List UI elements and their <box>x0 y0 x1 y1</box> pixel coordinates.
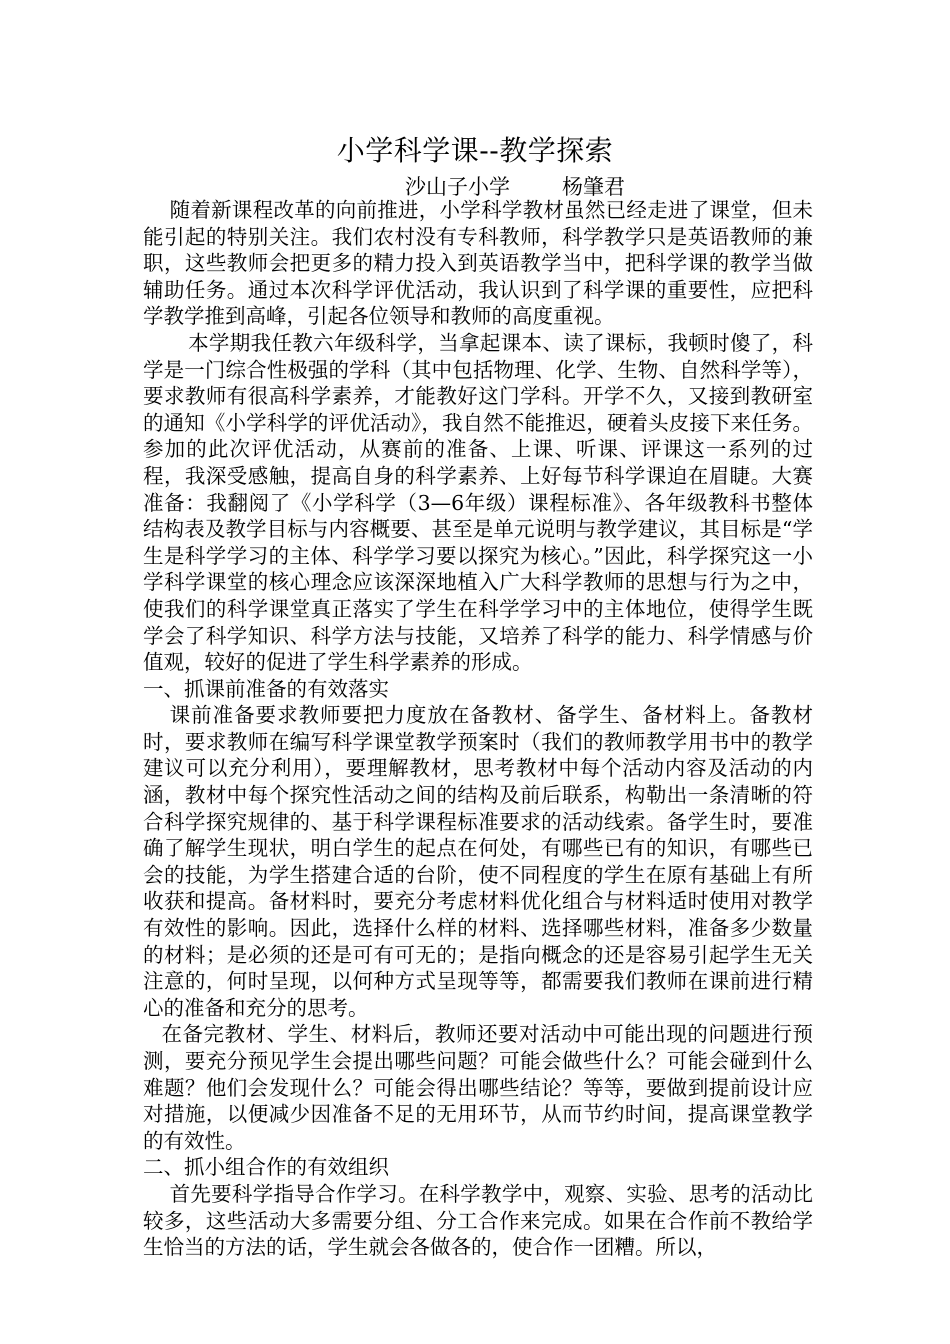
paragraph: 首先要科学指导合作学习。在科学教学中，观察、实验、思考的活动比较多，这些活动大多需要分组、分工合作来完成。如果在合作前不教给学生恰当的方法的话，学生就会各做各的，使合作一团糟。所以， <box>143 1181 813 1260</box>
school-name: 沙山子小学 <box>405 175 510 199</box>
section-heading-1: 一、抓课前准备的有效落实 <box>143 676 389 701</box>
document-title: 小学科学课--教学探索 <box>336 134 614 167</box>
document-body <box>143 197 813 1261</box>
paragraph: 随着新课程改革的向前推进，小学科学教材虽然已经走进了课堂，但未能引起的特别关注。我们农村没有专科教师，科学教学只是英语教师的兼职，这些教师会把更多的精力投入到英语教学当中，把科学课的教学当做辅助任务。通过本次科学评优活动，我认识到了科学课的重要性，应把科学教学推到高峰，引起各位领导和教师的高度重视。 <box>143 198 813 329</box>
paragraph: 本学期我任教六年级科学，当拿起课本、读了课标，我顿时傻了，科学是一门综合性极强的学科（其中包括物理、化学、生物、自然科学等），要求教师有很高科学素养，才能教好这门学科。开学不久，又接到教研室的通知《小学科学的评优活动》，我自然不能推迟，硬着头皮接下来任务。参加的此次评优活动，从赛前的准备、上课、听课、评课这一系列的过程，我深受感触，提高自身的科学素养、上好每节科学课迫在眉睫。大赛准备：我翻阅了《小学科学（3—6年级）课程标准》、各年级教科书整体结构表及教学目标与内容概要、甚至是单元说明与教学建议，其目标是“学生是科学学习的主体、科学学习要以探究为核心。”因此，科学探究这一小学科学课堂的核心理念应该深深地植入广大科学教师的思想与行为之中，使我们的科学课堂真正落实了学生在科学学习中的主体地位，使得学生既学会了科学知识、科学方法与技能，又培养了科学的能力、科学情感与价值观，较好的促进了学生科学素养的形成。 <box>143 330 813 675</box>
paragraph: 课前准备要求教师要把力度放在备教材、备学生、备材料上。备教材时，要求教师在编写科学课堂教学预案时（我们的教师教学用书中的教学建议可以充分利用），要理解教材，思考教材中每个活动内容及活动的内涵，教材中每个探究性活动之间的结构及前后联系，构勒出一条清晰的符合科学探究规律的、基于科学课程标准要求的活动线索。备学生时，要准确了解学生现状，明白学生的起点在何处，有哪些已有的知识，有哪些已会的技能，为学生搭建合适的台阶，使不同程度的学生在原有基础上有所收获和提高。备材料时，要充分考虑材料优化组合与材料适时使用对教学有效性的影响。因此，选择什么样的材料、选择哪些材料，准备多少数量的材料；是必须的还是可有可无的；是指向概念的还是容易引起学生无关注意的，何时呈现，以何种方式呈现等等，都需要我们教师在课前进行精心的准备和充分的思考。 <box>143 703 813 1020</box>
paragraph: 在备完教材、学生、材料后，教师还要对活动中可能出现的问题进行预测，要充分预见学生会提出哪些问题？可能会做些什么？可能会碰到什么难题？他们会发现什么？可能会得出哪些结论？等等，要做到提前设计应对措施，以便减少因准备不足的无用环节，从而节约时间，提高课堂教学的有效性。 <box>143 1022 813 1153</box>
section-heading-2: 二、抓小组合作的有效组织 <box>143 1155 389 1180</box>
author-name: 杨肇君 <box>562 175 625 199</box>
